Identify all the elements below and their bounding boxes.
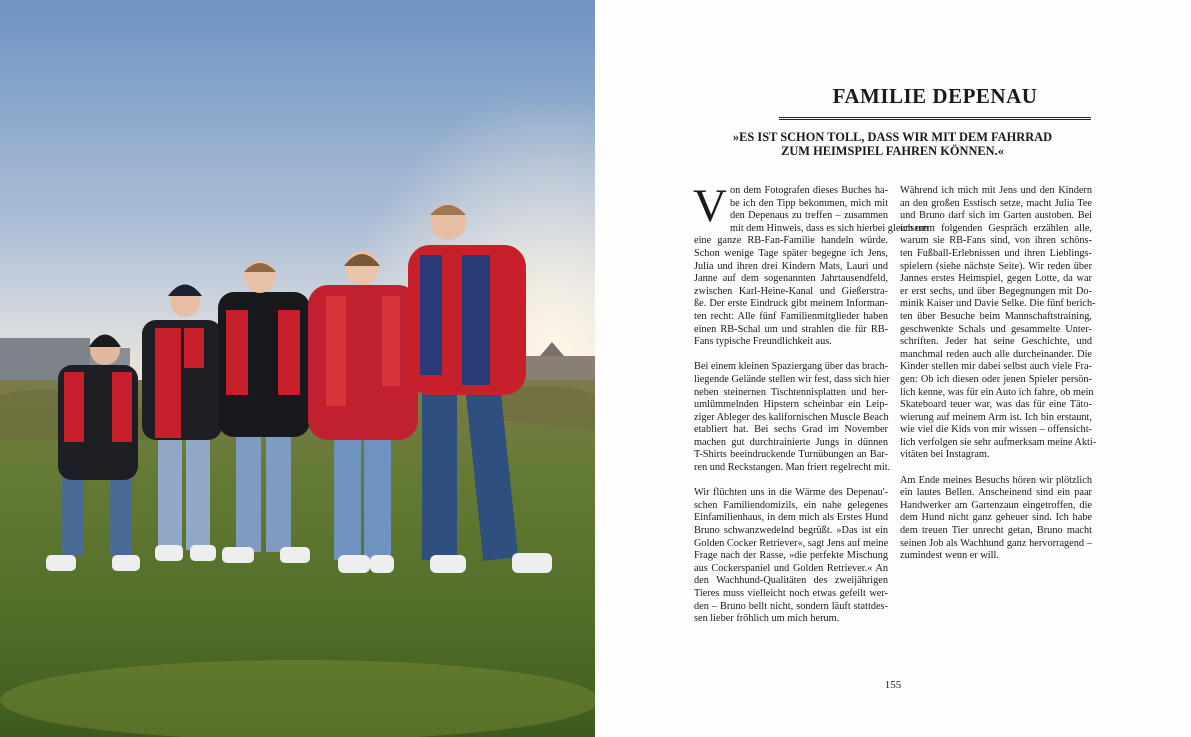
text-line: minik Kaiser und Davie Selke. Die fünf berich- <box>900 298 1096 310</box>
text-line: be ich den Tipp bekommen, mich mit <box>729 197 888 209</box>
text-line: seinen Job als Wachhund ganz hervorragend – <box>900 537 1092 549</box>
text-line: etabliert hat. Bei sechs Grad im November <box>694 424 888 436</box>
text-line: Bruno schwanzwedelnd begrüßt. »Das ist ein <box>694 525 888 537</box>
pull-quote-line: »ES IST SCHON TOLL, DASS WIR MIT DEM FAHRRAD <box>732 130 1053 144</box>
text-line: ten recht: Alle fünf Familienmitglieder haben <box>694 310 888 322</box>
text-line: gen: Ob ich diesen oder jenen Spieler persön- <box>900 373 1092 385</box>
text-line: Wir flüchten uns in die Wärme des Depenau'- <box>694 487 888 499</box>
text-line: ten über Besuche beim Mannschaftstraining, <box>900 310 1092 322</box>
text-line: den – Bruno bellt nicht, sondern läuft stattdes- <box>694 600 888 612</box>
text-line: eine ganze RB-Fan-Familie handeln würde. <box>694 235 888 247</box>
text-line: liegende Gelände stellen wir fest, dass sich hier <box>694 373 890 385</box>
text-line: geschwenkte Schals und gesammelte Unter- <box>900 323 1092 335</box>
text-line: einen RB-Schal um und strahlen die für RB- <box>694 323 888 335</box>
text-line: lich kenne, was für ein Auto ich fahre, ob mein <box>900 386 1094 398</box>
text-line: und Bruno darf sich im Garten austoben. Bei <box>900 210 1092 222</box>
text-line: dem treuen Tier unrecht getan, Bruno macht <box>900 525 1092 537</box>
text-line: vitäten bei Instagram. <box>900 449 990 461</box>
text-line: Golden Cocker Retriever«, sagt Jens auf meine <box>694 537 889 549</box>
text-column-1 <box>693 180 929 638</box>
text-line: aus Cockerspaniel und Golden Retriever.« An <box>694 562 888 574</box>
text-line: wierung auf meinem Arm ist. Ich bin erstaunt, <box>900 411 1092 423</box>
text-line: Jannes erstes Heimspiel, gegen Lotte, da war <box>900 273 1092 285</box>
text-line: Kinder stellen mir dabei selbst auch viele Fra- <box>900 361 1092 373</box>
text-line: sen lieber fröhlich um mich herum. <box>694 613 840 625</box>
paragraph <box>693 180 929 349</box>
text-line: unserem folgenden Gespräch erzählen alle, <box>900 222 1092 234</box>
text-line: Während ich mich mit Jens und den Kindern <box>900 185 1092 196</box>
text-line: ten Fußball-Erlebnissen und ihren Lieblings- <box>900 247 1092 259</box>
text-line: schriften. Jeder hat seine Geschichte, und <box>900 336 1092 348</box>
paragraph <box>694 487 888 626</box>
text-line: Fans typische Freundlichkeit aus. <box>694 336 832 348</box>
paragraph <box>900 475 1092 563</box>
text-line: T-Shirts beeindruckende Turnübungen an Bar- <box>694 449 888 461</box>
title-rule <box>779 117 1091 120</box>
text-line: Tieres muss vielleicht noch etwas gefeilt wer- <box>694 588 888 599</box>
text-line: ren und Reckstangen. Man friert regelrecht mit. <box>694 462 891 474</box>
text-line: ein lautes Bellen. Anscheinend sind ein paar <box>900 487 1092 499</box>
text-line: an den großen Esstisch setze, macht Julia Tee <box>900 197 1092 209</box>
text-line: neben steinernen Tischtennisplatten und her- <box>694 386 888 398</box>
text-line: dem Hund nicht ganz geheuer sind. Ich habe <box>900 512 1092 524</box>
text-line: Skateboard teuer war, was das für eine Täto- <box>900 399 1092 411</box>
page-number: 155 <box>884 679 902 691</box>
text-line: den Depenaus zu treffen – zusammen <box>729 210 888 222</box>
text-line: manchmal reden auch alle durcheinander. Die <box>900 348 1092 360</box>
text-column-2 <box>900 185 1097 575</box>
text-line: umlümmelnden Hipstern scheinbar ein Leip- <box>694 399 888 411</box>
pull-quote-line: ZUM HEIMSPIEL FAHREN KÖNNEN.« <box>781 143 1004 158</box>
pull-quote <box>700 131 1085 158</box>
text-line: Julia und ihren drei Kindern Mats, Lauri und <box>694 260 888 272</box>
text-line: Einfamilienhaus, in dem mich als Erstes Hund <box>694 512 888 524</box>
text-line: mit dem Hinweis, dass es sich hierbei gleich um <box>729 222 929 234</box>
text-line: machen gut durchtrainierte Jungs in dünnen <box>694 436 888 448</box>
text-line: Janne auf dem sogenannten Jahrtausendfeld, <box>694 273 888 285</box>
text-line: den Wachhund-Qualitäten des zweijährigen <box>694 575 888 587</box>
text-line: Frage nach der Rasse, »die perfekte Mischung <box>694 550 888 562</box>
text-line: zumindest wenn er will. <box>900 550 999 562</box>
text-line: lich verfolgen sie sehr aufmerksam meine Akti- <box>900 436 1097 448</box>
text-page <box>595 0 1191 737</box>
text-line: warum sie RB-Fans sind, von ihren schöns- <box>900 235 1092 247</box>
drop-cap: V <box>693 180 727 232</box>
paragraph <box>900 185 1097 462</box>
text-line: spielern (siehe nächste Seite). Wir reden über <box>900 260 1092 272</box>
text-line: ße. Der erste Eindruck gibt meinem Informan- <box>694 298 888 310</box>
text-line: ziger Ableger des kalifornischen Muscle Beach <box>694 411 889 423</box>
paragraph <box>694 361 891 474</box>
text-line: wie viel die Kids von mir wissen – offensicht- <box>900 424 1092 436</box>
article-title: FAMILIE DEPENAU <box>832 84 1038 108</box>
text-line: er erst sechs, und über Begegnungen mit Do- <box>900 285 1092 297</box>
text-line: zwischen Karl-Heine-Kanal und Gießerstra- <box>694 285 888 297</box>
text-line: Handwerker am Gartenzaun eingetroffen, die <box>900 499 1092 511</box>
text-line: on dem Fotografen dieses Buches ha- <box>729 185 888 196</box>
text-line: Am Ende meines Besuchs hören wir plötzlich <box>900 474 1092 486</box>
text-line: schen Familiendomizils, ein nahe gelegenes <box>694 499 888 511</box>
text-line: Bei einem kleinen Spaziergang über das brach- <box>694 361 889 373</box>
text-line: Schon wenige Tage später begegne ich Jens, <box>694 247 888 259</box>
family-photo <box>0 0 595 737</box>
